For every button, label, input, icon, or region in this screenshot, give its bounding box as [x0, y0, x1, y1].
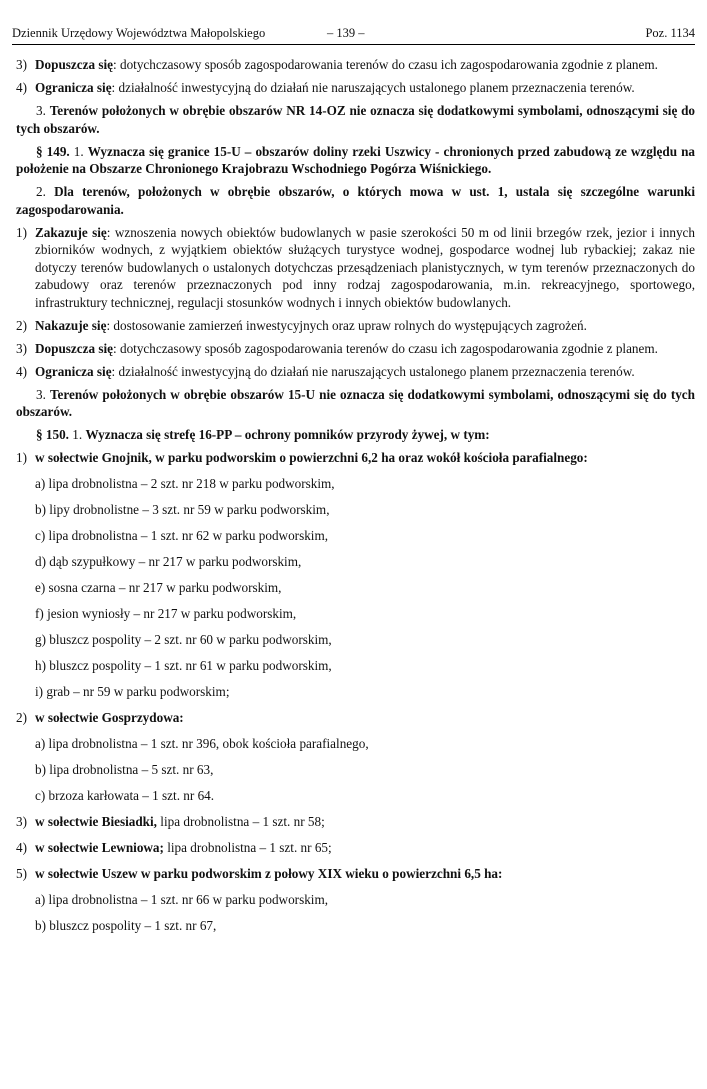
sub-item: b) lipy drobnolistne – 3 szt. nr 59 w parku podworskim,: [35, 502, 330, 517]
item-heading: w sołectwie Lewniowa;: [35, 840, 164, 855]
item-number: 4): [16, 363, 27, 379]
item-number: 3): [16, 814, 27, 829]
paragraph-text: Terenów położonych w obrębie obszarów NR 14-OZ nie oznacza się dodatkowymi symbolami, odnoszącymi się do tych obszarów.: [16, 103, 696, 136]
item-number: 4): [16, 80, 27, 95]
sub-item: a) lipa drobnolistna – 1 szt. nr 396, obok kościoła parafialnego,: [35, 736, 369, 751]
item-number: 3): [16, 340, 27, 356]
sub-item: d) dąb szypułkowy – nr 217 w parku podworskim,: [35, 554, 302, 569]
section-mark: § 149.: [36, 143, 70, 159]
item-text: : działalność inwestycyjną do działań nie naruszających ustalonego planem przeznaczenia terenów.: [111, 80, 635, 95]
list-item: [16, 224, 695, 312]
document-body: [16, 56, 695, 943]
item-text: : wznoszenia nowych obiektów budowlanych w pasie szerokości 50 m od linii brzegów rzek, jezior i innych zbiorników wodnych, z wyjątkiem obiektów służących turystyce wodnej, gospodarce wodnej lub rybackiej; zakaz nie dotyczy terenów budowlanych o ustalonych dotychczas przesądzeniach planistycznych, w tym terenów przeznaczonych do zabudowy oraz terenów przeznaczonych pod inny rodzaj zagospodarowania, m.in. rekreacyjnego, sportowego, infrastruktury technicznej, regulacji stosunków wodnych i innych obiektów budowlanych.: [35, 224, 695, 310]
item-heading: Zakazuje się: [35, 224, 107, 240]
sub-item: e) sosna czarna – nr 217 w parku podworskim,: [35, 580, 282, 595]
paragraph-number: 1.: [68, 427, 86, 442]
item-text: : dotychczasowy sposób zagospodarowania terenów do czasu ich zagospodarowania zgodnie z planem.: [113, 340, 658, 356]
page-number: – 139 –: [327, 26, 365, 40]
list-item: [16, 363, 695, 381]
list-item: [16, 865, 695, 883]
item-text: lipa drobnolistna – 1 szt. nr 65;: [163, 840, 332, 855]
sub-item: a) lipa drobnolistna – 1 szt. nr 66 w parku podworskim,: [35, 892, 329, 907]
section-149: [16, 143, 695, 178]
item-number: 1): [16, 224, 27, 240]
sub-item: f) jesion wyniosły – nr 217 w parku podworskim,: [35, 606, 297, 621]
item-heading: w sołectwie Biesiadki,: [35, 814, 157, 829]
list-item: [16, 56, 695, 74]
section-mark: § 150.: [36, 427, 69, 442]
item-number: 5): [16, 866, 27, 881]
item-number: 2): [16, 317, 27, 333]
item-text: : dotychczasowy sposób zagospodarowania terenów do czasu ich zagospodarowania zgodnie z planem.: [113, 57, 658, 72]
item-heading: Ogranicza się: [35, 363, 112, 379]
list-item: [16, 340, 695, 358]
item-heading: w sołectwie Gnojnik, w parku podworskim o powierzchni 6,2 ha oraz wokół kościoła parafialnego:: [35, 450, 588, 465]
sub-item: h) bluszcz pospolity – 1 szt. nr 61 w parku podworskim,: [35, 658, 332, 673]
paragraph-text: Wyznacza się strefę 16-PP – ochrony pomników przyrody żywej, w tym:: [85, 427, 490, 442]
sub-item: g) bluszcz pospolity – 2 szt. nr 60 w parku podworskim,: [35, 632, 332, 647]
paragraph-number: 2.: [36, 184, 46, 199]
item-heading: Dopuszcza się: [35, 57, 114, 72]
item-heading: Ogranicza się: [35, 80, 112, 95]
item-text: lipa drobnolistna – 1 szt. nr 58;: [156, 814, 325, 829]
sub-item: c) brzoza karłowata – 1 szt. nr 64.: [35, 788, 215, 803]
journal-title: Dziennik Urzędowy Województwa Małopolskiego: [12, 26, 266, 40]
paragraph-number: 3.: [36, 103, 46, 118]
item-heading: Dopuszcza się: [35, 340, 114, 356]
sub-item: i) grab – nr 59 w parku podworskim;: [35, 684, 230, 699]
item-text: : dostosowanie zamierzeń inwestycyjnych oraz upraw rolnych do występujących zagrożeń.: [106, 317, 587, 333]
sub-item: a) lipa drobnolistna – 2 szt. nr 218 w parku podworskim,: [35, 476, 335, 491]
position-number: Poz. 1134: [645, 26, 695, 40]
item-number: 1): [16, 450, 27, 465]
paragraph-number: 3.: [36, 386, 46, 402]
item-text: : działalność inwestycyjną do działań nie naruszających ustalonego planem przeznaczenia terenów.: [111, 363, 635, 379]
sub-item: b) lipa drobnolistna – 5 szt. nr 63,: [35, 762, 214, 777]
item-heading: w sołectwie Uszew w parku podworskim z połowy XIX wieku o powierzchni 6,5 ha:: [35, 866, 503, 881]
paragraph-text: Dla terenów, położonych w obrębie obszarów, o których mowa w ust. 1, ustala się szczególne warunki zagospodarowania.: [16, 184, 695, 217]
sub-item: b) bluszcz pospolity – 1 szt. nr 67,: [35, 918, 217, 933]
list-item: [16, 317, 695, 335]
sub-item: c) lipa drobnolistna – 1 szt. nr 62 w parku podworskim,: [35, 528, 329, 543]
page-header: [12, 26, 695, 45]
list-item: [16, 449, 695, 467]
paragraph: [16, 102, 695, 137]
paragraph: [16, 386, 695, 421]
item-heading: Nakazuje się: [35, 317, 107, 333]
paragraph-number: 1.: [69, 143, 88, 159]
paragraph: [16, 183, 695, 218]
list-item: [16, 709, 695, 727]
list-item: [16, 79, 695, 97]
section-150: [16, 426, 695, 444]
list-item: [16, 839, 695, 857]
item-heading: w sołectwie Gosprzydowa:: [35, 710, 184, 725]
paragraph-text: Wyznacza się granice 15-U – obszarów doliny rzeki Uszwicy - chronionych przed zabudową ze względu na położenie na Obszarze Chronionego Krajobrazu Wschodniego Pogórza Wiśnickiego.: [16, 143, 696, 176]
item-number: 2): [16, 710, 27, 725]
list-item: [16, 813, 695, 831]
item-number: 4): [16, 840, 27, 855]
item-number: 3): [16, 57, 27, 72]
paragraph-text: Terenów położonych w obrębie obszarów 15-U nie oznacza się dodatkowymi symbolami, odnoszącymi się do tych obszarów.: [16, 386, 695, 419]
